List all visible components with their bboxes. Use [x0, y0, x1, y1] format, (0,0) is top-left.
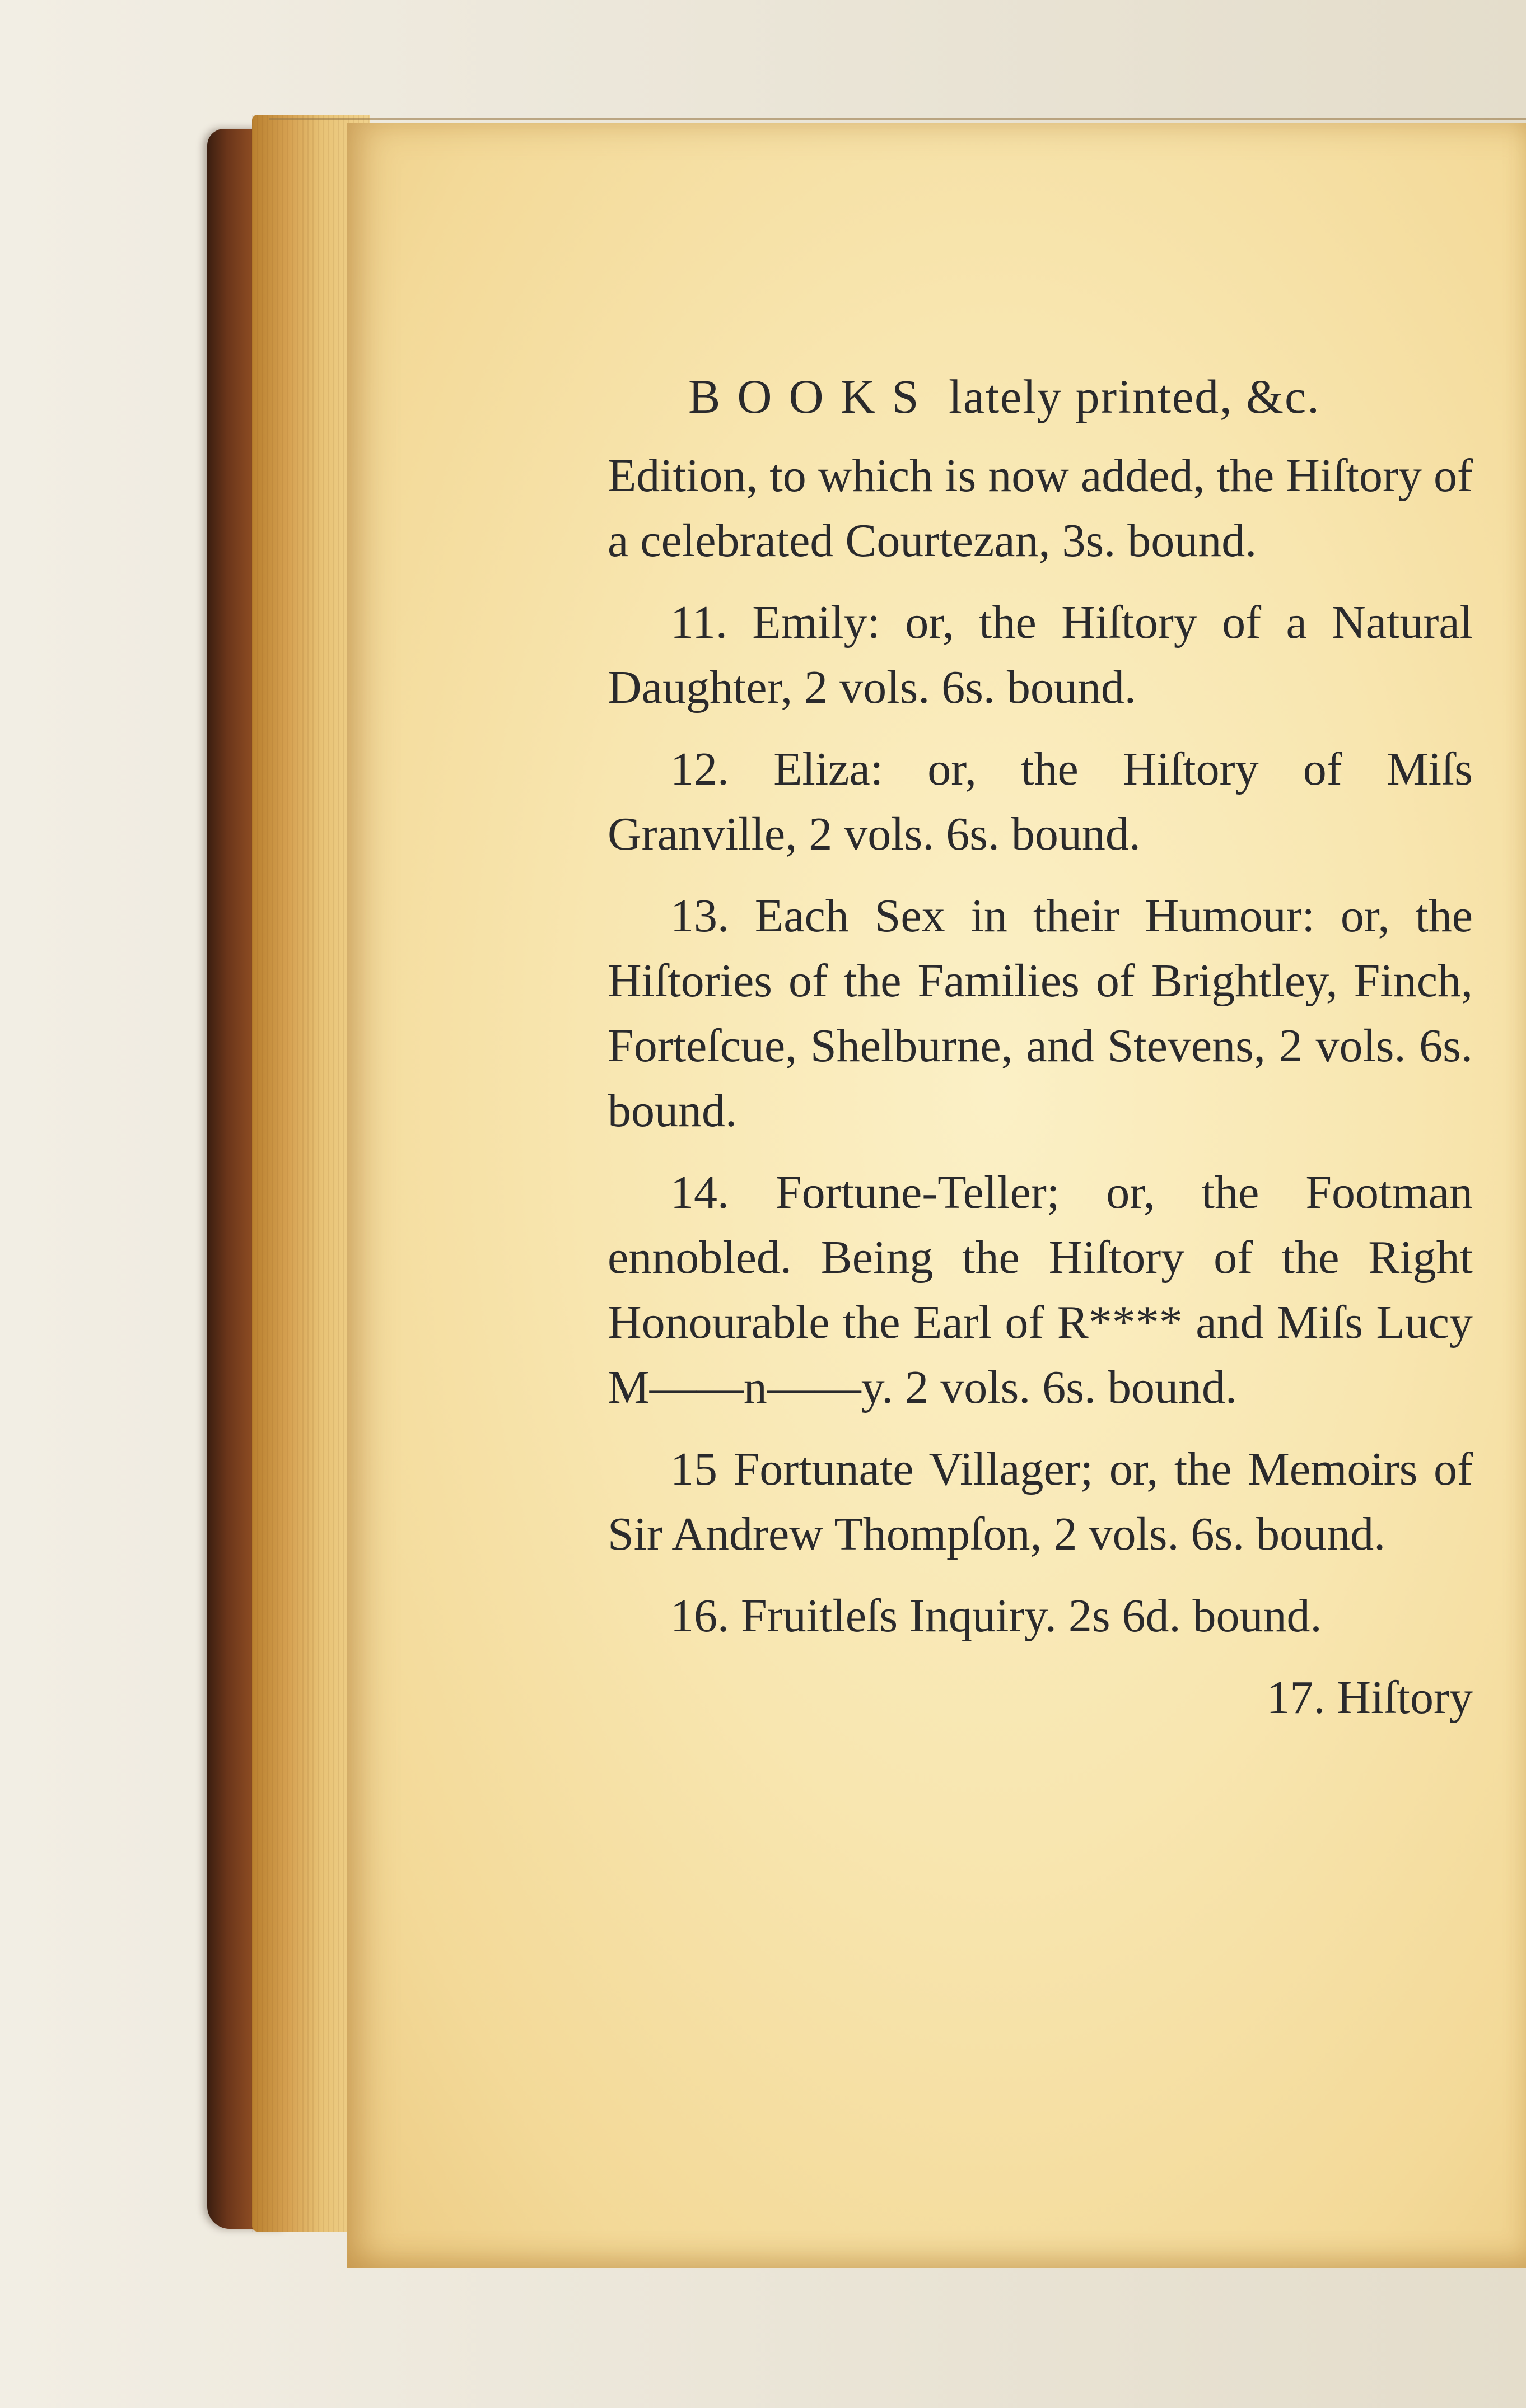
- running-head-rest: lately printed, &c.: [949, 370, 1320, 423]
- page-text: [608, 364, 1473, 1730]
- entry-14: 14. Fortune-Teller; or, the Footman ennobled. Being the Hiſtory of the Right Honourable the Earl of R**** and Miſs Lucy M——n——y. 2 vols. 6s. bound.: [608, 1166, 1473, 1413]
- entry-16: 16. Fruitleſs Inquiry. 2s 6d. bound.: [670, 1590, 1322, 1642]
- entry-15: 15 Fortunate Villager; or, the Memoirs of Sir Andrew Thompſon, 2 vols. 6s. bound.: [608, 1443, 1473, 1560]
- running-head: [688, 364, 1473, 429]
- running-head-caps: BOOKS: [688, 370, 936, 423]
- catchword: 17. Hiſtory: [1266, 1672, 1473, 1724]
- entry-continuation: Edition, to which is now added, the Hiſtory of a celebrated Courtezan, 3s. bound.: [608, 450, 1473, 567]
- entry-12: 12. Eliza: or, the Hiſtory of Miſs Granville, 2 vols. 6s. bound.: [608, 743, 1473, 860]
- entry-13: 13. Each Sex in their Humour: or, the Hiſtories of the Families of Brightley, Finch, Forteſcue, Shelburne, and Stevens, 2 vols. 6s. bound.: [608, 890, 1473, 1137]
- entry-11: 11. Emily: or, the Hiſtory of a Natural Daughter, 2 vols. 6s. bound.: [608, 596, 1473, 713]
- page-top-edge: [269, 118, 1526, 120]
